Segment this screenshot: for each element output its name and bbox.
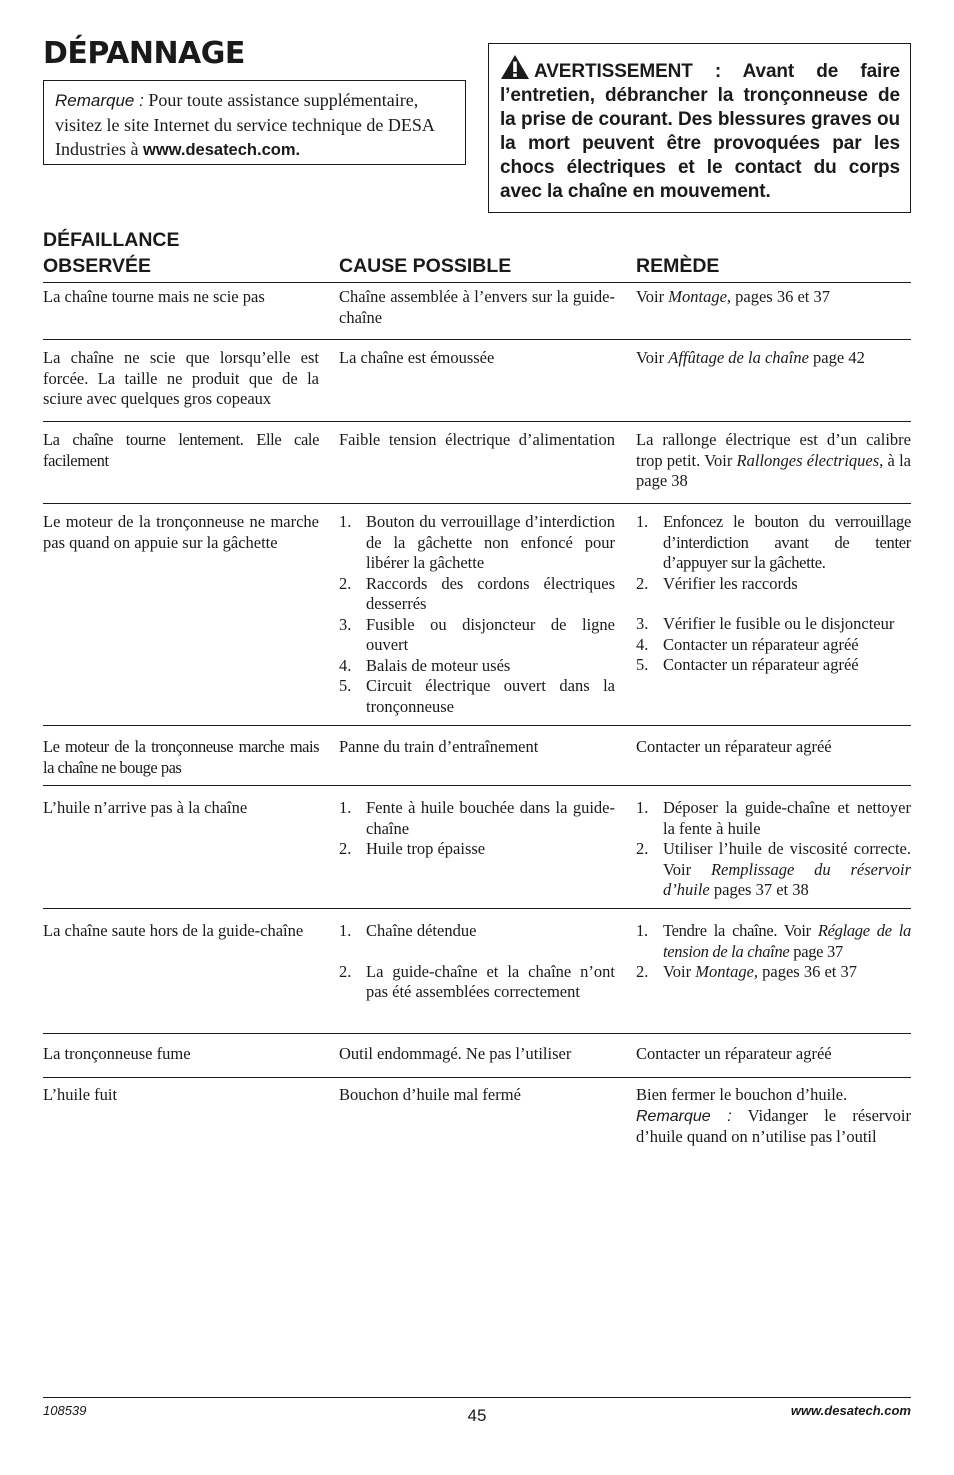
row7-remedies	[636, 921, 911, 983]
note-box	[43, 80, 466, 165]
row-divider	[43, 785, 911, 786]
list-item: 5. Contacter un réparateur agréé	[636, 655, 859, 674]
note-text: Pour toute assistance supplémentaire, visitez le site Internet du service technique de DESA Industries à	[55, 90, 434, 159]
list-item: 2. Voir Montage, pages 36 et 37	[636, 962, 858, 981]
header-divider	[43, 282, 911, 283]
list-item: 1. Tendre la chaîne. Voir Réglage de la tension de la chaîne page 37	[636, 921, 911, 961]
header-problem-line2: OBSERVÉE	[43, 255, 152, 277]
row1-cause: Chaîne assemblée à l’envers sur la guide-chaîne	[339, 287, 615, 327]
warning-triangle-icon	[500, 54, 530, 80]
list-item: 5. Circuit électrique ouvert dans la tronçonneuse	[339, 676, 615, 716]
header-problem-line1: DÉFAILLANCE	[43, 229, 180, 251]
row4-remedies	[636, 512, 911, 676]
row2-problem: La chaîne ne scie que lorsqu’elle est forcée. La taille ne produit que de la sciure avec quelques gros copeaux	[43, 348, 319, 408]
row-divider	[43, 1033, 911, 1034]
header-cause: CAUSE POSSIBLE	[339, 255, 512, 277]
list-item: 2. Huile trop épaisse	[339, 839, 486, 858]
list-item: 1. Fente à huile bouchée dans la guide-chaîne	[339, 798, 615, 838]
list-item: 2. La guide-chaîne et la chaîne n’ont pas été assemblées correctement	[339, 961, 615, 1001]
row1-problem: La chaîne tourne mais ne scie pas	[43, 287, 265, 306]
row-divider	[43, 1077, 911, 1078]
list-item: 1. Bouton du verrouillage d’interdiction de la gâchette non enfoncé pour libérer la gâchette	[339, 512, 615, 572]
note-url: www.desatech.com.	[142, 141, 301, 159]
row9-remedy	[636, 1085, 911, 1148]
row5-cause: Panne du train d’entraînement	[339, 737, 539, 756]
footer-website: www.desatech.com	[790, 1403, 911, 1418]
row9-cause: Bouchon d’huile mal fermé	[339, 1085, 521, 1104]
list-item: 1. Chaîne détendue	[339, 921, 477, 940]
list-item: 4. Contacter un réparateur agréé	[636, 634, 859, 654]
row6-causes	[339, 798, 615, 860]
row8-remedy: Contacter un réparateur agréé	[636, 1044, 832, 1063]
row4-problem: Le moteur de la tronçonneuse ne marche pas quand on appuie sur la gâchette	[43, 512, 319, 552]
warning-box	[488, 43, 911, 213]
row-divider	[43, 503, 911, 504]
row2-remedy: Voir Affûtage de la chaîne page 42	[636, 348, 865, 367]
row5-problem: Le moteur de la tronçonneuse marche mais la chaîne ne bouge pas	[43, 737, 319, 777]
row7-problem: La chaîne saute hors de la guide-chaîne	[43, 921, 304, 940]
row3-cause: Faible tension électrique d’alimentation	[339, 430, 615, 449]
list-item: 4. Balais de moteur usés	[339, 655, 511, 675]
page-title: DÉPANNAGE	[43, 36, 245, 71]
list-item: 3. Fusible ou disjoncteur de ligne ouvert	[339, 614, 615, 654]
row9-problem: L’huile fuit	[43, 1085, 118, 1104]
header-remedy: REMÈDE	[636, 255, 720, 277]
list-item: 1. Enfoncez le bouton du verrouillage d’interdiction avant de tenter d’appuyer sur la gâchette.	[636, 512, 911, 572]
row6-problem: L’huile n’arrive pas à la chaîne	[43, 798, 248, 817]
document-number: 108539	[43, 1403, 87, 1418]
row-divider	[43, 421, 911, 422]
warning-text: AVERTISSEMENT : Avant de faire l’entretien, débrancher la tronçonneuse de la prise de courant. Des blessures graves ou la mort peuvent être provoquées par les chocs électriques et le contact du corps avec la chaîne en mouvement.	[500, 61, 900, 202]
row5-remedy: Contacter un réparateur agréé	[636, 737, 832, 756]
list-item: 3. Vérifier le fusible ou le disjoncteur	[636, 614, 895, 633]
header-problem	[43, 227, 180, 279]
row3-problem: La chaîne tourne lentement. Elle cale facilement	[43, 430, 319, 470]
row1-remedy: Voir Montage, pages 36 et 37	[636, 287, 831, 306]
page-number: 45	[467, 1406, 487, 1425]
list-item: 2. Vérifier les raccords	[636, 573, 798, 593]
list-item: 1. Déposer la guide-chaîne et nettoyer la fente à huile	[636, 798, 911, 838]
row4-causes	[339, 512, 615, 717]
row6-remedies	[636, 798, 911, 901]
row-divider	[43, 339, 911, 340]
row-divider	[43, 725, 911, 726]
footer-divider	[43, 1397, 911, 1398]
row-divider	[43, 908, 911, 909]
list-item: 2. Utiliser l’huile de viscosité correcte. Voir Remplissage du réservoir d’huile pages 37 et 38	[636, 839, 911, 899]
row2-cause: La chaîne est émoussée	[339, 348, 495, 367]
row9-remedy-note: Remarque : Vidanger le réservoir d’huile quand on n’utilise pas l’outil	[636, 1105, 911, 1146]
row8-cause: Outil endommagé. Ne pas l’utiliser	[339, 1044, 572, 1063]
note-label: Remarque :	[55, 91, 144, 110]
row3-remedy: La rallonge électrique est d’un calibre trop petit. Voir Rallonges électriques, à la page 38	[636, 430, 911, 490]
row7-causes	[339, 921, 615, 1003]
row9-remedy-line1: Bien fermer le bouchon d’huile.	[636, 1085, 848, 1104]
row8-problem: La tronçonneuse fume	[43, 1044, 191, 1063]
list-item: 2. Raccords des cordons électriques desserrés	[339, 573, 615, 613]
